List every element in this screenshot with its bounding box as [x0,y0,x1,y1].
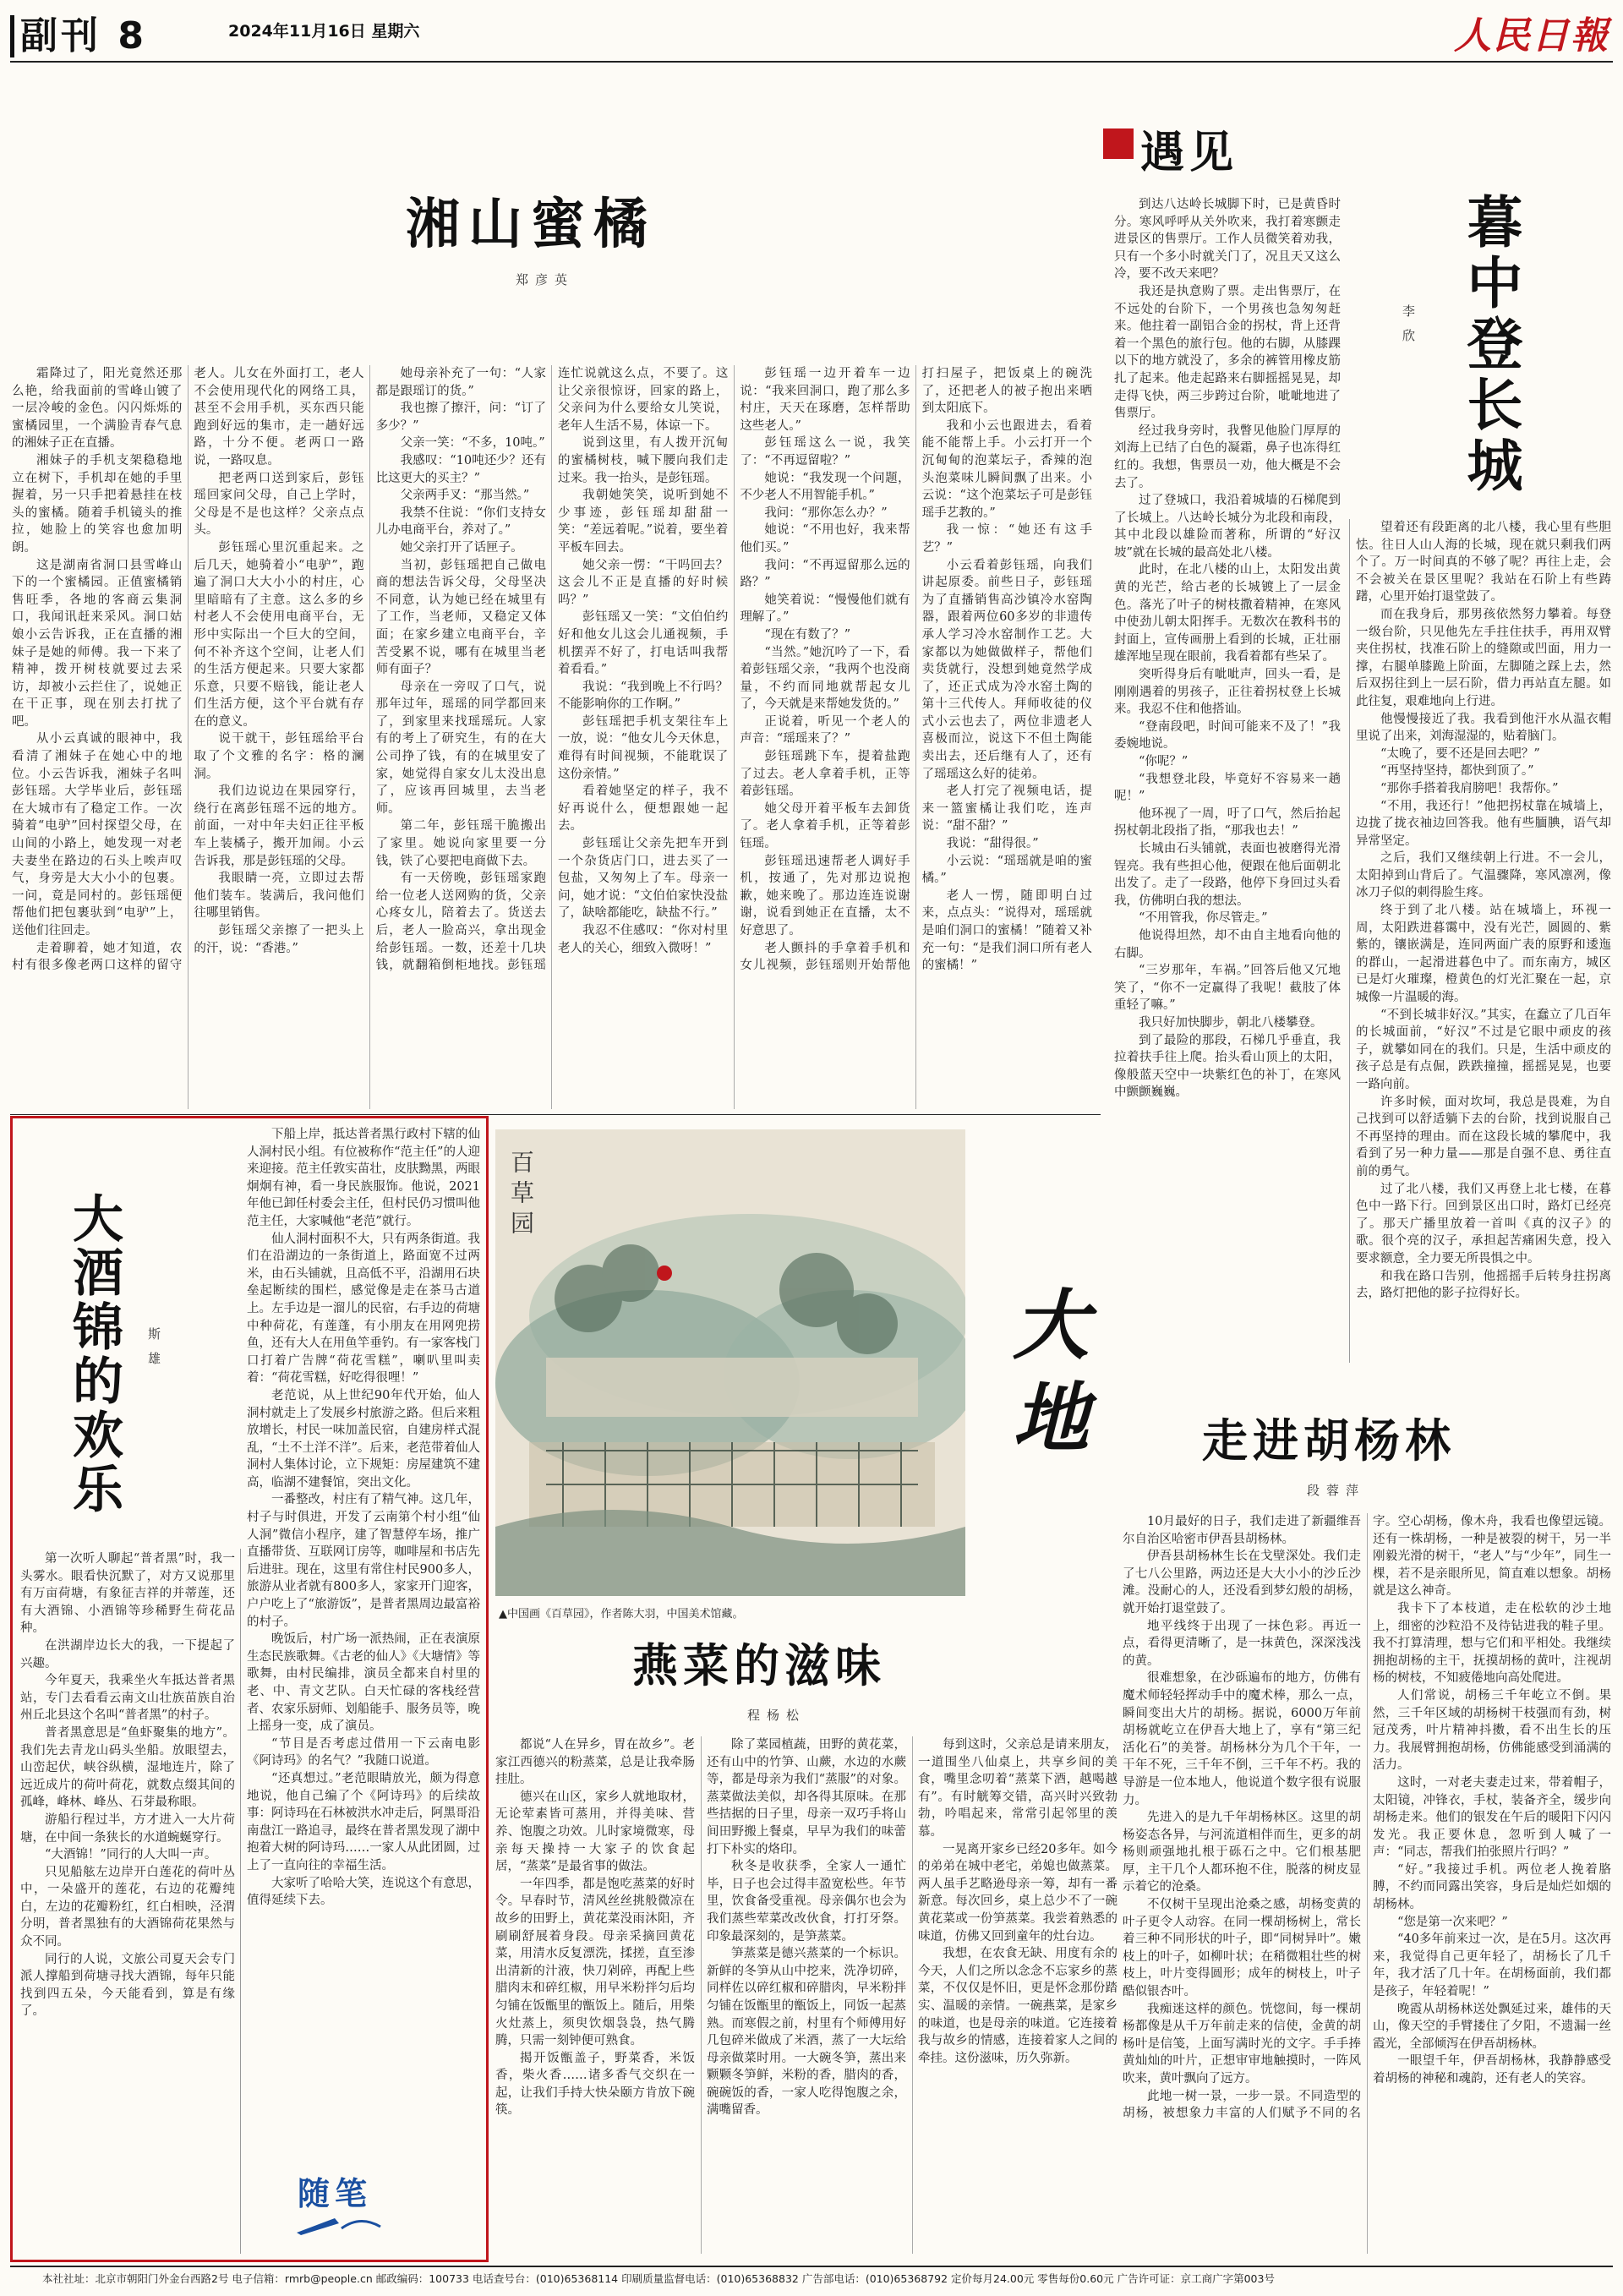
paragraph: “当然。”她沉吟了一下，看着彭钰瑶父亲，“我两个也没商量，不约而同地就帮起女儿了，今天就是来帮她发货的。” [740,645,910,712]
paragraph: 我问：“那你怎么办？” [764,506,888,520]
paragraph: “不用，我还行！”他把拐杖靠在城墙上，边拢了拢衣袖边回答我。他有些腼腆，语气却异常坚定。 [1356,799,1611,848]
paragraph: 不仅树干呈现出沧桑之感，胡杨变黄的叶子更令人动容。在同一棵胡杨树上，常长着三种不同形状的叶子，即“同树异叶”。嫩枝上的叶子，如柳叶状；在稍微粗壮些的树枝上，叶片变得圆形；成年的树枝上，叶子酷似银杏叶。 [1123,1898,1361,1999]
paragraph: 突听得身后有呲呲声，回头一看，是刚刚遇着的男孩子，正往着拐杖登上长城来。我忍不住和他搭讪。 [1114,668,1341,717]
article-author-dajiujin: 斯雄 [146,1327,161,1376]
painting-caption: ▲中国画《百草园》，作者陈大羽，中国美术馆藏。 [499,1608,744,1621]
paragraph: 和我在路口告别，他摇摇手后转身拄拐离去，路灯把他的影子拉得好长。 [1356,1269,1611,1301]
paragraph: “登南段吧，时间可能来不及了！”我委婉地说。 [1114,719,1341,752]
paragraph: 彭钰瑶又一笑：“文伯伯约好和他女儿这会儿通视频，手机摆弄不好了，打电话叫我帮着看看。” [557,610,729,677]
paragraph: “大酒锦！”同行的人大叫一声。 [45,1848,217,1862]
paragraph: 大家听了哈哈大笑，连说这个有意思，值得延续下去。 [247,1876,480,1908]
paragraph: 说到这里，有人拨开沉甸的蜜橘树枝，喊下腰向我们走过来。我一抬头，是彭钰瑶。 [557,436,729,485]
article-body-dajiujin-b [247,1126,480,2149]
paragraph: 彭钰瑶迅速帮老人调好手机，按通了，先对那边说抱歉，她来晚了。那边连连说谢谢，说看到她正在直播，太不好意思了。 [740,854,910,938]
paragraph: 德兴在山区，家乡人就地取材，无论荤素皆可蒸用，并得美味、营养、饱腹之功效。儿时家境微寒，母亲每天操持一大家子的饮食起居，“蒸菜”是最省事的做法。 [495,1790,695,1874]
paragraph: “再坚持坚持，都快到顶了。” [1380,764,1534,779]
paragraph: 从小云真诚的眼神中，我看清了湘妹子在她心中的地位。小云告诉我，湘妹子名叫彭钰瑶。大学毕业后，彭钰瑶在大城市有了稳定工作。一次骑着“电驴”回村探望父母，在山间的小路上，她发现一对老夫妻坐在路边的石头上唉声叹气，身旁是大大小小的包裹。一问，竟是同村的。彭钰瑶便帮他们把包裹驮到“电驴”上，送他们往回走。 [12,732,183,938]
paragraph: “你呢？” [1139,755,1189,768]
pen-icon [292,2211,385,2240]
paragraph: 人们常说，胡杨三千年屹立不倒。果然，三千年区域的胡杨树干枝强而有劲，树冠茂秀，叶片精神抖擞，看不出生长的压力。我展臂拥抱胡杨，仿佛能感受到涌满的活力。 [1373,1688,1611,1773]
paragraph: 她母亲补充了一句：“人家都是跟瑶订的货。” [375,367,546,398]
paragraph: 她父亲一愣：“干吗回去？这会儿不正是直播的好时候吗？” [557,558,729,607]
paragraph: 这时，一对老夫妻走过来，带着帽子，太阳镜，冲锋衣，手杖，装备齐全，缓步向胡杨走来。他们的银发在午后的暖阳下闪闪发光。我正要休息，忽听到人喊了一声：“同志，帮我们拍张照片行吗？” [1373,1775,1611,1860]
section-title [20,5,147,59]
paragraph: 我卡下了本枝道，走在松软的沙土地上，细密的沙粒沿不及待钻进我的鞋子里。我不打算清理，想与它们和平相处。我继续拥抱胡杨的主干，抚摸胡杨的黄叶，注视胡杨的树枝，不知疲倦地向高处爬进。 [1373,1601,1611,1686]
paragraph: 我忍不住感叹：“你对村里老人的关心，细致入微呀！” [557,924,729,955]
paragraph: 我们边说边在果园穿行，绕行在离彭钰瑶不远的地方。前面，一对中年夫妇正往平板车上装橘子，搬开加闹。小云告诉我，那是彭钰瑶的父母。 [194,784,364,868]
paragraph: “好。”我接过手机。两位老人挽着胳膊，不约而同露出笑容，身后是灿烂如烟的胡杨林。 [1373,1862,1611,1912]
paragraph: 彭钰瑶让父亲先把车开到一个杂货店门口，进去买了一包盐，又匆匆上了车。母亲一问，她才说：“文伯伯家快没盐了，缺啥都能吃，缺盐不行。” [557,837,729,921]
paragraph: 他环视了一周，吁了口气，然后抬起拐杖朝北段指了指，“那我也去！” [1114,806,1341,839]
paragraph: 老人打完了视频电话，提来一篮蜜橘让我们吃，连声说：“甜不甜？” [921,784,1092,834]
paragraph: 先进入的是九千年胡杨林区。这里的胡杨姿态各异，与河流道相伴而生，更多的胡杨则顽强地扎根于砾石之中。它们根基肥厚，主干几个人都环抱不住，脱落的树皮显示着它的沧桑。 [1123,1811,1361,1894]
paragraph: 一眼望千年，伊吾胡杨林，我静静感受着胡杨的神秘和魂韵，还有老人的笑容。 [1373,2054,1611,2086]
paragraph: 他说得坦然，却不由自主地看向他的右脚。 [1114,928,1341,960]
encounter-corner [1103,117,1289,188]
paragraph: 她说：“不用也好，我来帮他们买。” [740,523,910,555]
encounter-box [1103,128,1134,159]
paragraph: 我感叹：“10吨还少？还有比这更大的买主？” [375,453,546,485]
painting-inscription: 百草园 [507,1150,535,1241]
header-rule [10,61,1613,63]
paragraph: 走着聊着，她才知道，农村有很多像老两口这样的留守老人。儿女在外面打工，老人不会使用现代化的网络工具，甚至不会用手机，买东西只能跑到好远的集市，走一趟好远路，十分不便。老两口一路说，一路叹息。 [12,367,364,973]
paragraph: 第一次听人聊起“普者黑”时，我一头雾水。眼看快沉默了，对方又说那里有万亩荷塘，有象征吉祥的并蒂莲，还有大酒锦、小酒锦等珍稀野生荷花品种。 [20,1552,235,1636]
article-author-xiangshan: 郑彦英 [516,272,575,287]
paragraph: 老人颤抖的手拿着手机和女儿视频，彭钰瑶则开始帮他打扫屋子，把饭桌上的碗洗了，还把老人的被子抱出来晒到太阳底下。 [740,367,1092,973]
paragraph: 湘妹子的手机支架稳稳地立在树下，手机却在她的手里握着，另一只手把着悬挂在枝头的蜜橘。随着手机镜头的推拉，她脸上的笑容也愈加明朗。 [12,453,183,555]
paragraph: 除了菜园植蔬，田野的黄花菜，还有山中的竹笋、山蕨，水边的水蕨等，都是母亲为我们“蒸服”的对象。蒸菜做法美似，却各得其原味。在那些拮据的日子里，母亲一双巧手将山间田野搬上餐桌，早早为我们的味蕾打下朴实的烙印。 [707,1738,906,1856]
paragraph: 过了北八楼，我们又再登上北七楼，在暮色中一路下行。回到景区出口时，路灯已经亮了。那天广播里放着一首叫《真的汉子》的歌。很个亮的汉子，承担起苦痛困失意，投入要求额意，全力要无所畏惧之中。 [1356,1182,1611,1266]
paragraph: 晚霞从胡杨林送处飘延过来，雄伟的天山，像天空的手臂搂住了夕阳，不遗漏一丝霞光，全部倾泻在伊吾胡杨林。 [1373,2002,1611,2051]
article-title-huyanglin: 走进胡杨林 [1202,1413,1456,1468]
paragraph: “那你手搭着我肩膀吧！我帮你。” [1380,781,1559,795]
paragraph: 秋冬是收获季，全家人一通忙毕，日子也会过得丰盈宽松些。年节里，饮食备受重视。母亲偶尔也会为我们蒸些荤菜改改伙食，打打牙祭。印象最深刻的，是笋蒸菜。 [707,1860,906,1943]
paragraph: 仙人洞村面积不大，只有两条街道。我们在沿湖边的一条街道上，路面宽不过两米，由石头铺就，且高低不平，沿湖用石块垒起断续的围栏，感觉像是走在茶马古道上。左手边是一溜儿的民宿，右手边的荷塘中种荷花，有莲蓬，有小朋友在用网兜捞鱼，还有大人在用鱼竿垂钓。有一家客栈门口打着广告牌“荷花雪糕”，喇叭里叫卖着：“荷花雪糕，好吃得很哩！” [247,1232,480,1386]
paragraph: 地平线终于出现了一抹色彩。再近一点，看得更清晰了，是一抹黄色，深深浅浅的黄。 [1123,1619,1361,1668]
paragraph: 望着还有段距离的北八楼，我心里有些胆怯。往日人山人海的长城，现在就只剩我们两个了。万一时间真的不够了呢？再往上走，会不会被关在景区里呢？我站在石阶上有些踌躇，心里开始打退堂鼓了。 [1356,521,1611,604]
paragraph: 普者黑意思是“鱼虾聚集的地方”。我们先去青龙山码头坐船。放眼望去，山峦起伏，峡谷纵横，湿地连片，除了远近成片的荷叶荷花，就数点缀其间的孤峰，峰林、峰丛、石芽最称眼。 [20,1725,235,1810]
paragraph: 今年夏天，我乘坐火车抵达普者黑站，专门去看看云南文山壮族苗族自治州丘北县这个名叫“普者黑”的村子。 [20,1674,235,1723]
paragraph: 此时，在北八楼的山上，太阳发出黄黄的光芒，给古老的长城镀上了一层金色。落光了叶子的树枝撒着精神，在寒风中使劲儿朝太阳挥手。无数次在教科书的封面上，宣传画册上看到的长城，正壮丽雄浑地呈现在眼前，我看着都有些呆了。 [1114,563,1341,664]
essay-label: 随笔 [298,2174,373,2212]
paragraph: “不用管我，你尽管走。” [1139,911,1268,926]
paragraph: “现在有数了？” [764,627,851,642]
paragraph: 看着她坚定的样子，我不好再说什么，便想跟她一起去。 [557,784,729,834]
paragraph: 而在我身后，那男孩依然努力攀着。每登一级台阶，只见他先左手拄住扶手，再用双臂夹住拐杖，找准石阶上的缝隙或凹面，用力一撑，右腿单膝跪上阶面，左脚随之踩上去，然后双拐往到上一层石阶，借力再站直左腿。如此往复，艰难地向上行进。 [1356,607,1611,708]
paragraph: 之后，我们又继续朝上行进。不一会儿，太阳掉到山背后了。气温骤降，寒风凛冽，像冰刀子似的刺得脸生疼。 [1356,851,1611,900]
column-divider [1349,519,1350,1363]
paragraph: 正说着，听见一个老人的声音：“瑶瑶来了？” [740,714,910,746]
article-body-xiangshan [12,365,1092,1109]
paragraph: “40多年前来过一次，是在5月。这次再来，我觉得自己更年轻了，胡杨长了几千年，我才活了几十年。在胡杨面前，我们都是孩子，年轻着呢！” [1373,1932,1611,1999]
column-divider [240,1549,241,2254]
paragraph: 10月最好的日子，我们走进了新疆维吾尔自治区哈密市伊吾县胡杨林。 [1123,1515,1361,1546]
paragraph: 每到这时，父亲总是请来朋友，一道围坐八仙桌上，共享乡间的美食，嘴里念叨着“蒸菜下酒，越喝越有”。有时觥筹交错，高兴时兴致勃勃，吟唱起来，常常引起邻里的羡慕。 [918,1738,1118,1839]
article-body-changcheng-a [1114,196,1341,1363]
paragraph: 我想，在农食无缺、用度有余的今天，人们之所以念念不忘家乡的蒸菜，不仅仅是怀旧，更是怀念那份踏实、温暖的亲情。一碗燕菜，是家乡的味道，也是母亲的味道。它连接着我与故乡的情感，连接着家人之间的牵挂。这份滋味，历久弥新。 [918,1947,1118,2065]
paragraph: “太晚了，要不还是回去吧？” [1380,746,1540,761]
paragraph: 同行的人说，文旅公司夏天会专门派人撑船到荷塘寻找大酒锦，每年只能找到四五朵，今天能看到，算是有缘了。 [20,1952,235,2019]
paragraph: 彭钰瑶这么一说，我笑了：“不再逗留啦？” [740,436,910,467]
page-number: 8 [117,14,147,57]
article-author-changcheng: 李欣 [1401,304,1416,353]
article-body-huyanglin [1123,1513,1611,2254]
article-body-dajiujin-a [20,1550,235,2252]
paragraph: 我和小云也跟进去，看着能不能帮上手。小云打开一个沉甸甸的泡菜坛子，香辣的泡头泡菜味儿瞬间飘了出来。小云说：“这个泡菜坛子可是彭钰瑶手艺教的。” [921,418,1092,520]
paragraph: 她父母开着平板车去卸货了。老人拿着手机，正等着彭钰瑶。 [740,801,910,851]
paragraph: 过了登城口，我沿着城墙的石梯爬到了长城上。八达岭长城分为北段和南段，其中北段以雄险而著称，所谓的“好汉坡”就在长城的最高处北八楼。 [1114,494,1341,560]
paragraph: 彭钰瑶把手机支架往车上一放，说：“他女儿今天休息，难得有时间视频，不能耽误了这份亲情。” [557,714,729,781]
issue-date: 2024年11月16日 星期六 [228,22,420,41]
article-body-yancai [495,1736,1118,2254]
paragraph: 彭钰瑶心里沉重起来。之后几天，她骑着小“电驴”，跑遍了洞口大大小小的村庄，心里暗暗有了主意。这么多的乡村老人不会使用电商平台，无形中实际出一个巨大的空间，何不补齐这个空间，让老人们的生活方便起来。只要大家都乐意，只要不赔钱，能让老人们生活方便，这个平台就有存在的意义。 [194,540,364,729]
paragraph: 父亲一笑：“不多，10吨。” [400,436,545,451]
paragraph: “还真想过。”老范眼睛放光，颇为得意地说，他自己编了个《阿诗玛》的后续故事：阿诗玛在石林被洪水冲走后，阿黑哥沿南盘江一路追寻，最终在普者黑发现了湖中抱着大树的阿诗玛……一家人从此团圆，过上了一直向往的幸福生活。 [247,1771,480,1872]
header-left-bar [10,15,14,57]
paragraph: 老范说，从上世纪90年代开始，仙人洞村就走上了发展乡村旅游之路。但后来粗放增长，村民一味加盖民宿，自建房样式混乱，“土不土洋不洋”。后来，老范带着仙人洞村人集体讨论，立下规矩：房屋建筑不建高，临湖不建餐馆，突出文化。 [247,1388,480,1490]
paragraph: 在洪湖岸边长大的我，一下提起了兴趣。 [20,1638,235,1670]
mid-rule [10,1114,1101,1115]
paragraph: 游船行程过半，方才进入一大片荷塘，在中间一条狭长的水道蜿蜒穿行。 [20,1812,235,1845]
article-author-huyanglin: 段蓉萍 [1307,1483,1366,1498]
footer-info: 本社社址：北京市朝阳门外金台西路2号 电子信箱：rmrb@people.cn 邮政编码：100733 电话查号台：(010)65368114 印刷质量监督电话：(010)65368832 广告部电话：(010)65368792 定价每月24.00元 零售每份0.60元 广告许可证：京工商广字第003号 [42,2272,1275,2285]
essay-corner [292,2164,394,2240]
paragraph: 长城由石头铺就，表面也被磨得光滑锃亮。我有些担心他，便跟在他后面朝北出发了。走了一段路，他停下身回过头看我，仿佛明白我的想法。 [1114,841,1341,908]
paragraph: 我朝她笑笑，说听到她不少事迹，彭钰瑶却甜甜一笑：“差远着呢。”说着，要坐着平板车回去。 [557,489,729,555]
paragraph: 我痴迷这样的颜色。恍惚间，每一棵胡杨都像是从千万年前走来的信使，金黄的胡杨叶是信笺，上面写满时光的文字。手手捧黄灿灿的叶片，正想审审地触摸时，一阵风吹来，黄叶飘向了远方。 [1123,2002,1361,2086]
paragraph: 彭钰瑶一边开着车一边说：“我来回洞口，跑了那么多村庄，天天在琢磨，怎样帮助这些老人。” [740,367,910,433]
paragraph: 她笑着说：“慢慢他们就有理解了。” [740,593,910,625]
encounter-label: 遇见 [1140,127,1239,178]
paragraph: 她说：“我发现一个问题，不少老人不用智能手机。” [740,471,910,503]
article-title-changcheng: 暮中登长城 [1457,193,1523,497]
article-author-yancai: 程杨松 [747,1708,806,1723]
paragraph: 我眼睛一亮，立即过去帮他们装车。装满后，我问他们往哪里销售。 [194,872,364,921]
article-title-xiangshan: 湘山蜜橘 [406,193,656,256]
paragraph: 一年四季，都是饱吃蒸菜的好时令。早春时节，清风丝丝挑般微凉在故乡的田野上，黄花菜没雨沐阳，齐刷刷舒展着身段。母亲采摘回黄花菜，用清水反复漂洗，揉搓，直至渗出清新的汁液，快刀剁碎，再配上些腊肉末和碎红椒，用早米粉拌匀后均匀铺在饭甑里的甑饭上。随后，用柴火灶蒸上，须臾饮烟袅袅，热气腾腾，只需一刻钟便可熟食。 [495,1877,695,2048]
section-name: 副刊 [20,14,101,57]
paragraph: “不到长城非好汉。”其实，在蠢立了几百年的长城面前，“好汉”不过是它眼中顽皮的孩子，就攀如同在的我们。只是，生活中顽皮的孩子总是有点倔，跌跌撞撞，摇摇晃晃，也要一路向前。 [1356,1008,1611,1091]
paragraph: 笋蒸菜是德兴蒸菜的一个标识。新鲜的冬笋从山中挖来，洗净切碎，同样佐以碎红椒和碎腊肉，早米粉拌匀铺在饭甑里的甑饭上，同饭一起蒸熟。而寒假之前，村里有个师傅用好几包碎米做成了米酒，蒸了一大坛给母亲做菜时用。一大碗冬笋，蒸出来颗颗冬笋鲜，米粉的香，腊肉的香，碗碗饭的香，一家人吃得饱腹之余，满嘴留香。 [707,1947,906,2118]
paragraph: 我一惊：“她还有这手艺？” [921,523,1092,555]
paragraph: 说干就干，彭钰瑶给平台取了个文雅的名字：格的澜洞。 [194,732,364,781]
paragraph: 彭钰瑶跳下车，提着盐跑了过去。老人拿着手机，正等着彭钰瑶。 [740,750,910,799]
paragraph: 当初，彭钰瑶把自己做电商的想法告诉父母，父母坚决不同意，认为她已经在城里有了工作，当老师，又稳定又体面；在家乡建立电商平台，辛苦受累不说，哪有在城里当老师有面子？ [375,558,546,677]
paragraph: 老人一愣，随即明白过来，点点头：“说得对，瑶瑶就是咱们洞口的蜜橘！”随着又补充一句：“是我们洞口所有老人的蜜橘！” [921,888,1092,973]
paragraph: 经过我身旁时，我瞥见他脸门厚厚的刘海上已结了白色的凝霜，鼻子也冻得红红的。我想，售票员一劝，他大概是不会去了。 [1114,424,1341,490]
paragraph: 我也擦了擦汗，问：“订了多少？” [375,402,546,433]
paragraph: 揭开饭甑盖子，野菜香，米饭香，柴火香……诸多香气交织在一起，让我们手持大快朵颐方肯放下碗筷。 [495,2051,695,2118]
paragraph: 他慢慢接近了我。我看到他汗水从温衣帽里说了出来，刘海湿湿的，贴着脑门。 [1356,712,1611,744]
article-body-changcheng-b [1356,519,1611,1363]
paragraph: 这是湖南省洞口县雪峰山下的一个蜜橘园。正值蜜橘销售旺季，各地的客商云集洞口，我闻讯赶来采风。洞口姑娘小云告诉我，正在直播的湘妹子是她的师傅。我一下来了精神，拨开树枝就要过去采访，却被小云拦住了，说她正在干正事，现在别去打扰了吧。 [12,558,183,729]
paragraph: 终于到了北八楼。站在城墙上，环视一周，太阳跌进暮霭中，没有光芒，圆圆的、紫紫的，镶嵌满是，连同两面广表的原野和逶迤的群山，一起滑进暮色中了。而东南方，城区已是灯火璀璨，橙黄色的灯光汇聚在一起，京城像一片温暖的海。 [1356,904,1611,1005]
paragraph: 有一天傍晚，彭钰瑶家跑给一位老人送网购的货，父亲心疼女儿，陪着去了。货送去后，老人一脸高兴，拿出现金给彭钰瑶。一数，还差十几块钱，就翻箱倒柜地找。彭钰瑶连忙说就这么点，不要了。这让父亲很惊讶，回家的路上，父亲问为什么要给女儿笑说，老年人生活不易，体谅一下。 [375,367,729,973]
footer-rule [10,2266,1613,2267]
paragraph: 只见船舷左边岸开白莲花的荷叶丛中，一朵盛开的莲花，右边的花瓣纯白，左边的花瓣粉红，红白相映，泾渭分明，普者黑独有的大酒锦荷花果然与众不同。 [20,1865,235,1949]
newspaper-logo: 人民日報 [1454,14,1609,57]
paragraph: 下船上岸，抵达普者黑行政村下辖的仙人洞村民小组。有位被称作“范主任”的人迎来迎接。范主任敦实苗壮，皮肤黝黑，两眼炯炯有神，看一身民族服饰。他说，2021年他已卸任村委会主任，但村民仍习惯叫他范主任，大家喊他“老范”就行。 [247,1128,480,1228]
paragraph: 此地一树一景，一步一景。不同造型的胡杨，被想象力丰富的人们赋予不同的名字。空心胡杨，像木舟，我看也像望远镜。还有一株胡杨，一种是被裂的树干，另一半刚毅光滑的树干，“老人”与“少年”，同生一棵，若不是亲眼所见，简直难以想象。胡杨就是这么神奇。 [1123,1515,1611,2121]
paragraph: 我禁不住说：“你们支持女儿办电商平台，养对了。” [375,506,546,538]
paragraph: 到达八达岭长城脚下时，已是黄昏时分。寒风呼呼从关外吹来，我打着寒颤走进景区的售票厅。工作人员微笑着劝我，只有一个多小时就关门了，况且天又这么冷，要不改天来吧？ [1114,198,1341,282]
paragraph: 到了最险的那段，石梯几乎垂直，我拉着扶手往上爬。抬头看山顶上的太阳，像般蓝天空中一块紫红色的补丁，在寒风中颤颤巍巍。 [1114,1033,1341,1100]
paragraph: 父亲两手叉：“那当然。” [400,489,530,503]
paragraph: 小云看着彭钰瑶，向我们讲起原委。前些日子，彭钰瑶为了直播销售高沙镇冷水窑陶器，跟着两位60多岁的非遗传承人学习冷水窑制作工艺。大家都以为她做做样子，帮他们卖货就行，没想到她竟然学成了，还正式成为冷水窑土陶的第十三代传人。拜师收徒的仪式小云也去了，两位非遗老人喜极而泣，说这下不但土陶能卖出去，还后继有人了，还有了瑶瑶这么好的徒弟。 [921,558,1092,781]
article-title-dajiujin: 大酒锦的欢乐 [64,1192,123,1517]
paragraph: 我说：“甜得很。” [946,837,1039,851]
painting-image [495,1129,965,1596]
paragraph: 我只好加快脚步，朝北八楼攀登。 [1139,1015,1323,1030]
paragraph: 一番整改，村庄有了精气神。这几年，村子与时俱进，开发了云南第个村小组“仙人洞”微信小程序，建了智慧停车场，推广直播带货、互联网订房等，咖啡屋和书店先后进驻。现在，这里有常住村民900多人，旅游从业者就有800多人，家家开门迎客，户户吃上了“旅游饭”，是普者黑周边最富裕的村子。 [247,1493,480,1629]
paragraph: “我想登北段，毕竟好不容易来一趟呢！” [1114,772,1341,804]
paragraph: 晚饭后，村广场一派热闹，正在表演原生态民族歌舞。《古老的仙人》《大塘情》等歌舞，由村民编排，演员全都来自村里的老、中、青文艺队。白天忙碌的客栈经营者、农家乐厨师、划船能手、服务员等，晚上摇身一变，成了演员。 [247,1632,480,1734]
paragraph: 把老两口送到家后，彭钰瑶回家问父母，自己上学时，父母是不是也这样？父亲点点头。 [194,471,364,538]
paragraph: 小云说：“瑶瑶就是咱的蜜橘。” [921,854,1092,886]
paragraph: 她父亲打开了话匣子。 [400,540,523,555]
paragraph: 一晃离开家乡已经20多年。如今的弟弟在城中老宅，弟媳也做蒸菜。两人虽手艺略逊母亲一筹，却有一番新意。每次回乡，桌上总少不了一碗黄花菜或一份笋蒸菜。我尝着熟悉的味道，仿佛又回到童年的灶台边。 [918,1842,1118,1943]
article-title-yancai: 燕菜的滋味 [632,1638,886,1692]
paragraph: 我说：“我到晚上不行吗？不能影响你的工作啊。” [557,680,729,712]
paragraph: 彭钰瑶父亲擦了一把头上的汗，说：“香港。” [194,924,364,955]
paragraph: “您是第一次来吧？” [1397,1915,1508,1929]
paragraph: 第二年，彭钰瑶干脆搬出了家里。她说向家里要一分钱，铁了心要把电商做下去。 [375,819,546,868]
paragraph: 很难想象，在沙砾遍布的地方，仿佛有魔术师轻轻挥动手中的魔术棒，那么一点，瞬间变出大片的胡杨。据说，6000万年前胡杨就屹立在伊吾大地上了，享有“第三纪活化石”的美誉。胡杨林分为几个干年，一干年不死，三千年不倒，三千年不朽。我的导游是一位本地人，他说道个数字很有说服力。 [1123,1671,1361,1807]
land-label: 大地 [999,1285,1089,1471]
paragraph: 都说“人在异乡，胃在故乡”。老家江西德兴的粉蒸菜，总是让我牵肠挂肚。 [495,1738,695,1787]
paragraph: 伊吾县胡杨林生长在戈壁深处。我们走了七八公里路，两边还是大大小小的沙丘沙滩。没耐心的人，还没看到梦幻般的胡杨，就开始打退堂鼓了。 [1123,1550,1361,1615]
paragraph: 霜降过了，阳光竟然还那么艳，给我面前的雪峰山镀了一层冷峻的金色。闪闪烁烁的蜜橘园里，一个满脸青春气息的湘妹子正在直播。 [12,367,183,451]
paragraph: 我还是执意购了票。走出售票厅，在不远处的台阶下，一个男孩也急匆匆赶来。他拄着一副铝合金的拐杖，背上还背着一个黑色的旅行包。他的右脚，从膝踝以下的地方就没了，多余的裤管用橡皮筋扎了起来。他走起路来右脚摇摇晃晃，却走得飞快，两三步跨过台阶，呲呲地进了售票厅。 [1114,284,1341,421]
paragraph: 母亲在一旁叹了口气，说那年过年，瑶瑶的同学都回来了，到家里来找瑶瑶玩。人家有的考上了研究生，有的在大公司挣了钱，有的在城里安了家，她觉得自家女儿太没出息了，应该再回城里，去当老师。 [375,680,546,816]
paragraph: “三岁那年，车祸。”回答后他又冗地笑了，“你不一定赢得了我呢！截肢了体重轻了嘛。” [1114,964,1341,1013]
paragraph: 许多时候，面对坎坷，我总是畏难，为自己找到可以舒适躺下去的台阶，找到说服自己不再坚持的理由。而在这段长城的攀爬中，我看到了另一种力量——那是自强不息、勇往直前的勇气。 [1356,1095,1611,1178]
paragraph: 我问：“不再逗留那么远的路？” [740,558,910,590]
paragraph: “节目是否考虑过借用一下云南电影《阿诗玛》的名气？”我随口说道。 [247,1736,480,1768]
